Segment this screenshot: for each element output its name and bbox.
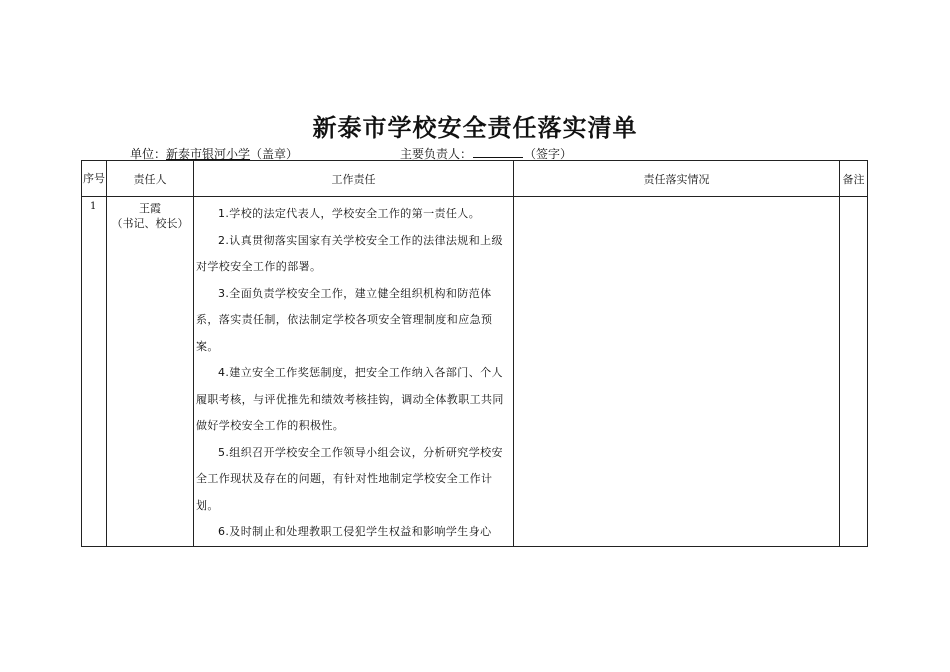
unit-seal-note: （盖章） [250,147,299,161]
leader-sign-note: （签字） [524,147,573,161]
header-no: 序号 [82,161,107,197]
leader-label: 主要负责人： [400,147,473,161]
duty-item: 2.认真贯彻落实国家有关学校安全工作的法律法规和上级对学校安全工作的部署。 [196,233,503,273]
responsible-person-cell [107,197,194,547]
duty-cell [194,197,514,547]
header-status: 责任落实情况 [514,161,840,197]
unit-label: 单位： [130,147,167,161]
remark-cell [840,197,868,547]
table-header-row [82,161,868,197]
duty-item: 1.学校的法定代表人，学校安全工作的第一责任人。 [218,207,481,220]
status-cell [514,197,840,547]
header-remark: 备注 [840,161,868,197]
header-duty: 工作责任 [194,161,514,197]
row-number: 1 [82,197,107,547]
responsibility-table [81,160,868,547]
person-role: （书记、校长） [111,217,189,230]
leader-signature-blank [473,146,523,158]
duty-item: 4.建立安全工作奖惩制度，把安全工作纳入各部门、个人履职考核，与评优推先和绩效考核挂钩，调动全体教职工共同做好学校安全工作的积极性。 [196,366,504,432]
duty-item: 5.组织召开学校安全工作领导小组会议，分析研究学校安全工作现状及存在的问题，有针对性地制定学校安全工作计划。 [196,445,503,512]
header-person: 责任人 [107,161,194,197]
document-title: 新泰市学校安全责任落实清单 [312,114,638,142]
unit-name: 新泰市银河小学 [166,147,251,161]
duty-item: 6.及时制止和处理教职工侵犯学生权益和影响学生身心 [218,525,492,538]
table-row [82,197,868,547]
duty-item: 3.全面负责学校安全工作，建立健全组织机构和防范体系，落实责任制，依法制定学校各项安全管理制度和应急预案。 [196,286,493,353]
person-name: 王霞 [139,202,161,215]
